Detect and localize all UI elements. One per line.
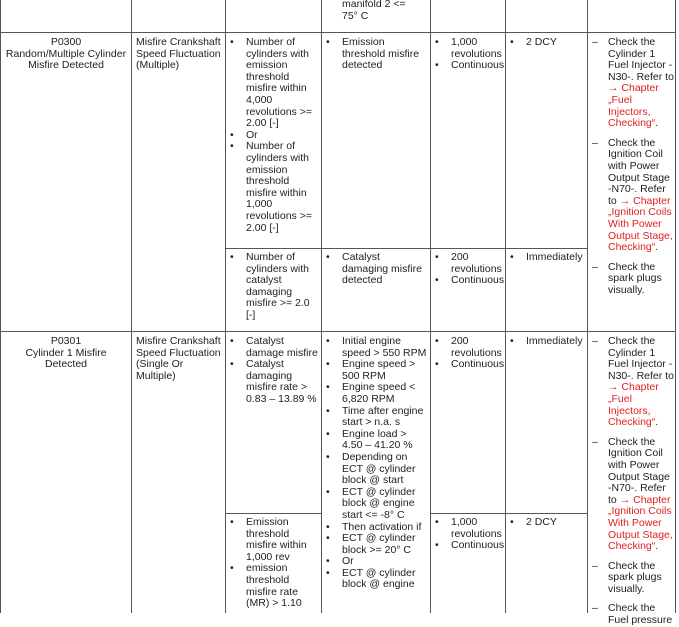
time-item: • 1,000 revolutions <box>431 517 503 540</box>
row-divider <box>430 513 587 514</box>
malfunction-criteria-cell <box>226 336 318 406</box>
enable-conditions-cell <box>322 336 428 591</box>
time-required-cell <box>431 37 503 72</box>
time-item: • 200 revolutions <box>431 336 503 359</box>
condition-item: • Engine load > 4.50 – 41.20 % <box>322 429 428 452</box>
dtc-title: Cylinder 1 Misfire Detected <box>25 346 107 371</box>
repair-step: – Check the Fuel pressure <box>588 603 674 626</box>
time-item: • Continuous <box>431 359 503 371</box>
monitor-strategy: Misfire Crankshaft Speed Fluctuation (Multiple) <box>136 36 221 72</box>
time-required-cell <box>431 517 503 552</box>
condition-cell-tail <box>342 0 424 22</box>
malfunction-criteria-cell <box>226 252 318 322</box>
strategy-cell <box>136 37 222 72</box>
condition-item: • Catalyst damaging misfire detected <box>322 252 428 287</box>
dtc-title: Random/Multiple Cylinder Misfire Detected <box>5 47 127 72</box>
chapter-link[interactable]: → Chapter „Ignition Coils With Power Output Stage, Checking“ <box>608 194 673 254</box>
dtc-code: P0300 <box>50 36 82 48</box>
repair-step: – Check the spark plugs visually. <box>588 561 674 596</box>
time-required-cell <box>431 252 503 287</box>
time-item: • Continuous <box>431 275 503 287</box>
dtc-cell-p0300 <box>4 37 128 72</box>
repair-step: – Check the Ignition Coil with Power Output Stage -N70-. Refer to → Chapter „Ignition Coils With Power Output Stage, Checking“. <box>588 437 674 553</box>
condition-item: • Engine speed < 6,820 RPM <box>322 382 428 405</box>
chapter-link[interactable]: → Chapter „Fuel Injectors, Checking“ <box>608 381 659 429</box>
mil-item: • Immediately <box>506 252 584 264</box>
criteria-item: • Catalyst damage misfire <box>226 336 318 359</box>
table-border-left <box>0 0 1 613</box>
criteria-item: • emission threshold misfire rate (MR) > 1.10 <box>226 563 318 609</box>
condition-item: • Initial engine speed > 550 RPM <box>322 336 428 359</box>
condition-item: • Or <box>322 556 428 568</box>
time-item: • 1,000 revolutions <box>431 37 503 60</box>
row-divider <box>0 32 676 33</box>
monitor-strategy: Misfire Crankshaft Speed Fluctuation (Single Or Multiple) <box>136 335 221 382</box>
repair-step: – Check the spark plugs visually. <box>588 262 674 297</box>
strategy-cell <box>136 336 224 382</box>
malfunction-criteria-cell <box>226 37 316 234</box>
time-required-cell <box>431 336 503 371</box>
repair-steps-cell <box>588 336 674 627</box>
mil-cell <box>506 252 584 264</box>
dtc-code: P0301 <box>50 335 82 347</box>
chapter-link[interactable]: → Chapter „Fuel Injectors, Checking“ <box>608 82 659 130</box>
row-divider <box>225 513 321 514</box>
time-item: • 200 revolutions <box>431 252 503 275</box>
mil-cell <box>506 37 584 49</box>
condition-text: manifold 2 <= 75° C <box>342 0 406 22</box>
condition-item: • Emission threshold misfire detected <box>322 37 428 72</box>
condition-item: • ECT @ cylinder block @ engine start <= -8° C <box>322 487 428 522</box>
criteria-item: • Or <box>226 130 316 142</box>
criteria-item: • Emission threshold misfire within 1,000 rev <box>226 517 318 563</box>
enable-conditions-cell <box>322 37 428 72</box>
time-item: • Continuous <box>431 60 503 72</box>
mil-cell <box>506 336 584 348</box>
mil-item: • 2 DCY <box>506 517 584 529</box>
row-divider <box>225 248 587 249</box>
time-item: • Continuous <box>431 540 503 552</box>
condition-item: • Depending on ECT @ cylinder block @ start <box>322 452 428 487</box>
condition-item: • Then activation if <box>322 522 428 534</box>
column-divider <box>131 0 132 613</box>
mil-item: • Immediately <box>506 336 584 348</box>
condition-item: • ECT @ cylinder block >= 20° C <box>322 533 428 556</box>
condition-item: • Time after engine start > n.a. s <box>322 406 428 429</box>
mil-item: • 2 DCY <box>506 37 584 49</box>
table-border-right <box>675 0 676 613</box>
chapter-link[interactable]: → Chapter „Ignition Coils With Power Output Stage, Checking“ <box>608 493 673 553</box>
criteria-item: • Number of cylinders with catalyst damaging misfire >= 2.0 [-] <box>226 252 318 322</box>
repair-step: – Check the Ignition Coil with Power Output Stage -N70-. Refer to → Chapter „Ignition Coils With Power Output Stage, Checking“. <box>588 138 674 254</box>
condition-item: • ECT @ cylinder block @ engine <box>322 568 428 591</box>
dtc-cell-p0301 <box>4 336 128 371</box>
criteria-item: • Number of cylinders with emission threshold misfire within 4,000 revolutions >= 2.00 [-] <box>226 37 316 130</box>
row-divider <box>0 331 676 332</box>
repair-steps-cell <box>588 37 674 296</box>
criteria-item: • Catalyst damaging misfire rate > 0.83 – 13.89 % <box>226 359 318 405</box>
criteria-item: • Number of cylinders with emission threshold misfire within 1,000 revolutions >= 2.00 [-] <box>226 141 316 234</box>
malfunction-criteria-cell <box>226 517 318 610</box>
enable-conditions-cell <box>322 252 428 287</box>
mil-cell <box>506 517 584 529</box>
repair-step: – Check the Cylinder 1 Fuel Injector -N30-. Refer to → Chapter „Fuel Injectors, Checking“. <box>588 336 674 429</box>
condition-item: • Engine speed > 500 RPM <box>322 359 428 382</box>
repair-step: – Check the Cylinder 1 Fuel Injector -N30-. Refer to → Chapter „Fuel Injectors, Checking“. <box>588 37 674 130</box>
